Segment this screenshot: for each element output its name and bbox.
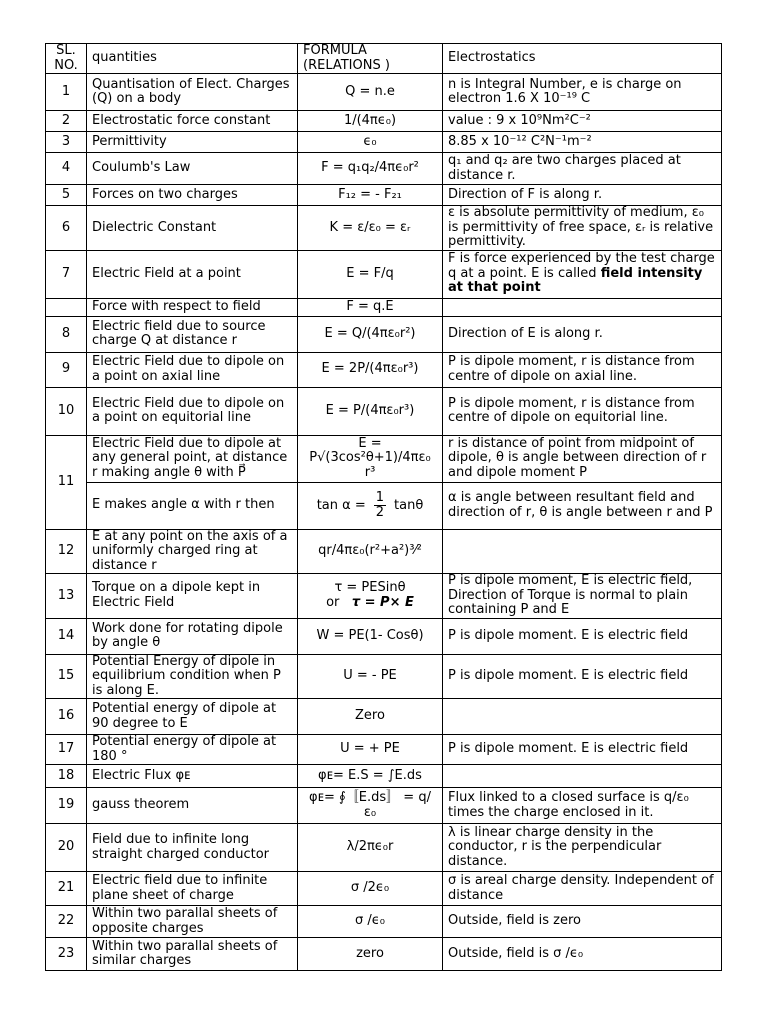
table-row [46,74,722,111]
table-row [46,872,722,906]
row-quantity: Dielectric Constant [87,206,298,251]
row-description: 8.85 x 10⁻¹² C²N⁻¹m⁻² [443,132,722,153]
row-formula: 1/(4πϵ₀) [298,111,443,132]
row-description-emphasis: field intensity at that point [448,265,703,296]
table-row [46,250,722,298]
row-description: n is Integral Number, e is charge on electron 1.6 X 10⁻¹⁹ C [443,74,722,111]
row-description [443,765,722,788]
row-sl: 13 [46,574,87,619]
table-row [46,206,722,251]
table-row [46,153,722,185]
header-row [46,44,722,74]
row-formula: W = PE(1- Cosθ) [298,618,443,654]
header-sl: SL. NO. [46,44,87,74]
row-quantity: Quantisation of Elect. Charges (Q) on a body [87,74,298,111]
table-row [46,618,722,654]
row-sl: 2 [46,111,87,132]
row-sl: 15 [46,654,87,699]
row-sl: 12 [46,529,87,574]
row-description: P is dipole moment, r is distance from centre of dipole on equitorial line. [443,387,722,435]
row-description: P is dipole moment. E is electric field [443,618,722,654]
row-description: λ is linear charge density in the conductor, r is the perpendicular distance. [443,824,722,872]
row-quantity: Permittivity [87,132,298,153]
row-formula: K = ε/ε₀ = εᵣ [298,206,443,251]
row-sl: 14 [46,618,87,654]
row-description: Outside, field is zero [443,906,722,938]
row-formula [298,574,443,619]
table-row [46,938,722,971]
row-quantity: gauss theorem [87,788,298,824]
row-sl: 19 [46,788,87,824]
table-row [46,529,722,574]
table-row [46,699,722,735]
row-formula: Q = n.e [298,74,443,111]
row-formula: E = P√(3cos²θ+1)/4πε₀ r³ [298,435,443,482]
row-quantity: Electric Field due to dipole at any general point, at distance r making angle θ with P⃗ [87,435,298,482]
table-row [46,765,722,788]
row-quantity: Within two parallal sheets of opposite charges [87,906,298,938]
row-formula [298,482,443,529]
row-quantity: Force with respect to field [87,298,298,316]
formula-rhs: tanθ [394,498,424,513]
row-formula: E = 2P/(4πε₀r³) [298,352,443,387]
row-quantity: Potential energy of dipole at 90 degree to E [87,699,298,735]
header-topic: Electrostatics [443,44,722,74]
table-row [46,352,722,387]
table-row [46,824,722,872]
row-description: P is dipole moment, E is electric field, Direction of Torque is normal to plain containing P and E [443,574,722,619]
row-quantity: Electric Field due to dipole on a point on axial line [87,352,298,387]
row-description: q₁ and q₂ are two charges placed at distance r. [443,153,722,185]
formula-vector: τ = P× E [351,594,414,610]
row-sl: 8 [46,316,87,352]
header-quantities: quantities [87,44,298,74]
row-description: σ is areal charge density. Independent of distance [443,872,722,906]
row-sl: 22 [46,906,87,938]
row-quantity: Electric field due to infinite plane sheet of charge [87,872,298,906]
row-formula: U = - PE [298,654,443,699]
row-quantity: E makes angle α with r then [87,482,298,529]
row-sl: 20 [46,824,87,872]
row-sl: 6 [46,206,87,251]
table-row [46,435,722,482]
table-row [46,654,722,699]
table-row [46,788,722,824]
row-quantity: Potential Energy of dipole in equilibrium condition when P is along E. [87,654,298,699]
row-formula: φᴇ= E.S = ∫E.ds [298,765,443,788]
row-quantity: Electric Field due to dipole on a point on equitorial line [87,387,298,435]
row-description: Flux linked to a closed surface is q/ε₀ times the charge enclosed in it. [443,788,722,824]
row-sl: 3 [46,132,87,153]
formula-line-1: τ = PESinθ [334,580,406,596]
row-formula: σ /2ϵ₀ [298,872,443,906]
row-quantity: Electric Flux φᴇ [87,765,298,788]
row-sl: 5 [46,185,87,206]
row-description: Direction of F is along r. [443,185,722,206]
row-formula: ϵ₀ [298,132,443,153]
row-sl: 18 [46,765,87,788]
table-row [46,185,722,206]
electrostatics-formula-table [45,43,722,971]
row-quantity: Work done for rotating dipole by angle θ [87,618,298,654]
row-sl: 4 [46,153,87,185]
table-row [46,735,722,765]
row-description: value : 9 x 10⁹Nm²C⁻² [443,111,722,132]
row-formula: E = Q/(4πε₀r²) [298,316,443,352]
row-quantity: Field due to infinite long straight charged conductor [87,824,298,872]
table-row [46,132,722,153]
row-formula: zero [298,938,443,971]
row-quantity: Electric Field at a point [87,250,298,298]
row-description: α is angle between resultant field and direction of r, θ is angle between r and P [443,482,722,529]
fraction-denominator: 2 [375,505,385,520]
row-formula: λ/2πϵ₀r [298,824,443,872]
row-description [443,699,722,735]
row-formula: E = F/q [298,250,443,298]
row-description-text: F is force experienced by the test charge q at a point. E is called [448,251,715,281]
fraction-numerator: 1 [375,490,385,505]
row-formula: F₁₂ = - F₂₁ [298,185,443,206]
formula-line-2 [303,596,437,611]
row-description: r is distance of point from midpoint of dipole, θ is angle between direction of r and dipole moment P [443,435,722,482]
row-description: ε is absolute permittivity of medium, ε₀ is permittivity of free space, εᵣ is relative permittivity. [443,206,722,251]
row-description [443,529,722,574]
table-row [46,298,722,316]
row-quantity: Within two parallal sheets of similar charges [87,938,298,971]
row-formula: φᴇ= ∮〚E.ds〛 = q/ε₀ [298,788,443,824]
row-description [443,250,722,298]
row-sl: 21 [46,872,87,906]
row-quantity: E at any point on the axis of a uniformly charged ring at distance r [87,529,298,574]
row-formula: E = P/(4πε₀r³) [298,387,443,435]
row-description: Outside, field is σ /ϵ₀ [443,938,722,971]
row-description: P is dipole moment, r is distance from centre of dipole on axial line. [443,352,722,387]
row-formula: F = q.E [298,298,443,316]
table-row [46,387,722,435]
row-sl: 17 [46,735,87,765]
row-description: P is dipole moment. E is electric field [443,654,722,699]
row-sl: 10 [46,387,87,435]
row-quantity: Coulumb's Law [87,153,298,185]
row-sl: 11 [46,435,87,529]
table-row [46,482,722,529]
header-formula: FORMULA (RELATIONS ) [298,44,443,74]
row-quantity: Electric field due to source charge Q at distance r [87,316,298,352]
row-formula: U = + PE [298,735,443,765]
row-sl: 1 [46,74,87,111]
table-row [46,316,722,352]
row-formula: F = q₁q₂/4πϵ₀r² [298,153,443,185]
row-formula: qr/4πε₀(r²+a²)³⁄² [298,529,443,574]
row-quantity: Forces on two charges [87,185,298,206]
row-quantity: Torque on a dipole kept in Electric Field [87,574,298,619]
row-sl [46,298,87,316]
row-description [443,298,722,316]
row-formula: Zero [298,699,443,735]
row-description: P is dipole moment. E is electric field [443,735,722,765]
table-row [46,906,722,938]
row-sl: 9 [46,352,87,387]
fraction [374,491,386,520]
row-quantity: Electrostatic force constant [87,111,298,132]
row-formula: σ /ϵ₀ [298,906,443,938]
row-sl: 23 [46,938,87,971]
formula-or: or [326,594,340,610]
row-sl: 7 [46,250,87,298]
table-row [46,111,722,132]
formula-lhs: tan α = [316,498,366,513]
table-row [46,574,722,619]
row-quantity: Potential energy of dipole at 180 ° [87,735,298,765]
row-description: Direction of E is along r. [443,316,722,352]
row-sl: 16 [46,699,87,735]
